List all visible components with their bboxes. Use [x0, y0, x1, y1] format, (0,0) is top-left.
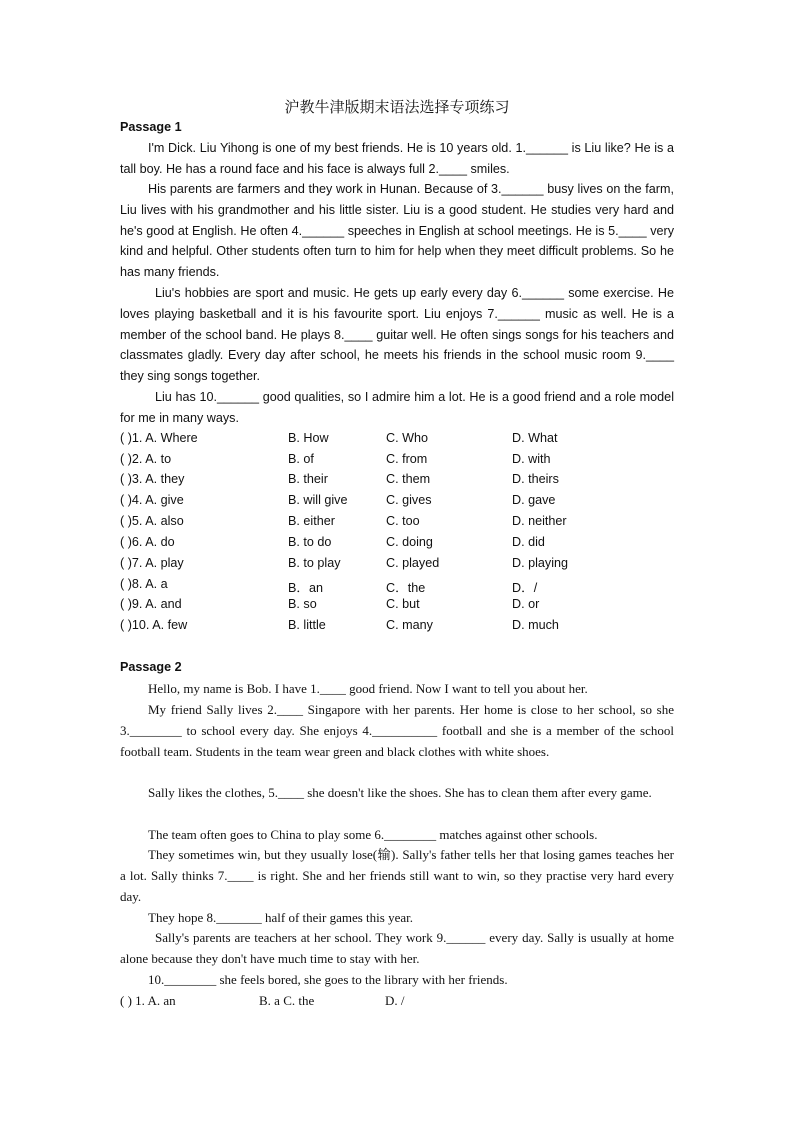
choice-d: D. much: [512, 618, 559, 632]
choice-d: D. neither: [512, 514, 567, 528]
choice-b: B. to play: [288, 556, 341, 570]
passage-1-paragraph: Liu's hobbies are sport and music. He gets up early every day 6.______ some exercise. He loves playing basketball and it is his favourite sport. Liu enjoys 7.______ music as well. He is a member of the school band. He plays 8.____ guitar well. He often sings songs for his teachers and classmates gladly. Every day after school, he meets his friends in the school music room 9.____ they sing songs together.: [120, 286, 674, 384]
question-choice-a: ( )7. A. play: [120, 556, 184, 570]
choice-c: C. played: [386, 556, 440, 570]
passage-1-paragraph: I'm Dick. Liu Yihong is one of my best friends. He is 10 years old. 1.______ is Liu like? He is a tall boy. He has a round face and his face is always full 2.____ smiles.: [120, 141, 674, 176]
choice-b: B. so: [288, 597, 317, 611]
choice-b-c: B. a C. the: [259, 993, 315, 1008]
choice-b: B. little: [288, 618, 326, 632]
choice-d: D. What: [512, 431, 558, 445]
choice-d: D. /: [385, 993, 405, 1008]
question-choice-a: ( )3. A. they: [120, 472, 185, 486]
question-choice-a: ( )6. A. do: [120, 535, 175, 549]
option-row: [120, 431, 680, 451]
passage-2-paragraph: They sometimes win, but they usually lose(输). Sally's father tells her that losing games teaches her a lot. Sally thinks 7.____ is right. She and her friends still want to win, so they practise very hard every day.: [120, 847, 674, 904]
passage-2-heading: Passage 2: [120, 660, 182, 674]
option-row: [120, 535, 680, 555]
choice-d: D. did: [512, 535, 545, 549]
option-row: [120, 472, 680, 492]
option-row: [120, 452, 680, 472]
question-choice-a: ( )5. A. also: [120, 514, 184, 528]
passage-1-paragraph: His parents are farmers and they work in Hunan. Because of 3.______ busy lives on the farm, Liu lives with his grandmother and his little sister. Liu is a good student. He studies very hard and he's good at English. He often 4.______ speeches in English at school meetings. He is 5.____ very kind and helpful. Other students often turn to him for help when they meet difficult problems. So he has many friends.: [120, 182, 674, 280]
passage-2-paragraph: 10.________ she feels bored, she goes to the library with her friends.: [148, 972, 508, 987]
choice-c: C. many: [386, 618, 433, 632]
passage-2-paragraph: Hello, my name is Bob. I have 1.____ good friend. Now I want to tell you about her.: [148, 681, 588, 696]
choice-c: C. them: [386, 472, 431, 486]
passage-2-paragraph: My friend Sally lives 2.____ Singapore with her parents. Her home is close to her school, so she 3.________ to school every day. She enjoys 4.__________ football and she is a member of the school football team. Students in the team wear green and black clothes with white shoes.: [120, 702, 674, 759]
question-choice-a: ( )10. A. few: [120, 618, 188, 632]
option-row: [120, 556, 680, 576]
choice-c: C. Who: [386, 431, 428, 445]
option-row: [120, 597, 680, 617]
choice-b: B. their: [288, 472, 328, 486]
passage-2-paragraph: The team often goes to China to play some 6.________ matches against other schools.: [148, 827, 598, 842]
choice-d: D. with: [512, 452, 551, 466]
choice-c: C. gives: [386, 493, 432, 507]
choice-d: D. theirs: [512, 472, 559, 486]
choice-b: B. will give: [288, 493, 348, 507]
choice-c: C. from: [386, 452, 428, 466]
choice-c: C. but: [386, 597, 420, 611]
choice-b: B. to do: [288, 535, 332, 549]
choice-c: C. doing: [386, 535, 433, 549]
choice-b: B. either: [288, 514, 335, 528]
passage-1-heading: Passage 1: [120, 120, 182, 134]
page-title: 沪教牛津版期末语法选择专项练习: [284, 98, 510, 116]
choice-d: D. or: [512, 597, 540, 611]
choice-c: C. too: [386, 514, 420, 528]
passage-2-paragraph: Sally likes the clothes, 5.____ she doesn't like the shoes. She has to clean them after every game.: [148, 785, 652, 800]
question-choice-a: ( )2. A. to: [120, 452, 172, 466]
option-row: [120, 618, 680, 638]
choice-d: D．/: [512, 581, 538, 595]
question-choice-a: ( )9. A. and: [120, 597, 182, 611]
choice-d: D. gave: [512, 493, 556, 507]
option-row: [120, 993, 680, 1013]
choice-c: C．the: [386, 581, 426, 595]
passage-1-paragraph: Liu has 10.______ good qualities, so I admire him a lot. He is a good friend and a role model for me in many ways.: [120, 390, 674, 425]
choice-b: B．an: [288, 581, 324, 595]
passage-2-paragraph: They hope 8._______ half of their games this year.: [148, 910, 413, 925]
question-choice-a: ( ) 1. A. an: [120, 993, 176, 1008]
choice-d: D. playing: [512, 556, 569, 570]
option-row: [120, 577, 680, 597]
option-row: [120, 493, 680, 513]
choice-b: B. How: [288, 431, 329, 445]
option-row: [120, 514, 680, 534]
passage-2-paragraph: Sally's parents are teachers at her school. They work 9.______ every day. Sally is usually at home alone because they don't have much time to stay with her.: [120, 930, 674, 966]
question-choice-a: ( )8. A. a: [120, 577, 168, 591]
choice-b: B. of: [288, 452, 314, 466]
question-choice-a: ( )4. A. give: [120, 493, 184, 507]
question-choice-a: ( )1. A. Where: [120, 431, 198, 445]
